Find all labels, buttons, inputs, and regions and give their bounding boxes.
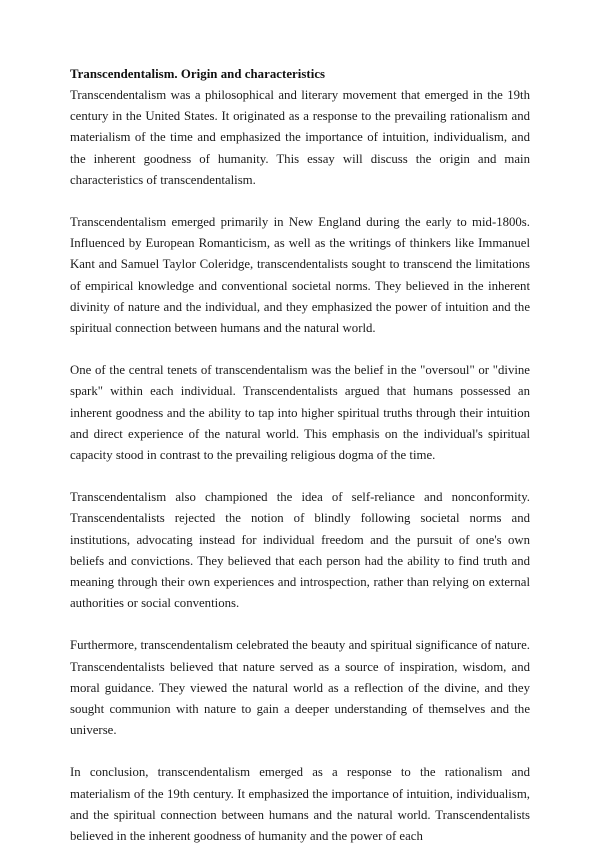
paragraph-conclusion: In conclusion, transcendentalism emerged as a response to the rationalism and materialism of the 19th century. It emphasized the importance of intuition, individualism, and the spiritual connection between humans and the natural world. Transcendentalists believed in the inherent goodness of humanity and the power of each bbox=[70, 765, 530, 844]
paragraph-nature: Furthermore, transcendentalism celebrated the beauty and spiritual significance of nature. Transcendentalists believed that nature served as a source of inspiration, wisdom, and moral guidance. They viewed the natural world as a reflection of the divine, and they sought communion with nature to gain a deeper understanding of themselves and the universe. bbox=[70, 638, 530, 738]
paragraph-self-reliance: Transcendentalism also championed the idea of self-reliance and nonconformity. Transcendentalists rejected the notion of blindly following societal norms and institutions, advocating instead for individual freedom and the pursuit of one's own beliefs and convictions. They believed that each person had the ability to find truth and meaning through their own experiences and introspection, rather than relying on external authorities or social conventions. bbox=[70, 490, 530, 611]
paragraph-intro: Transcendentalism was a philosophical and literary movement that emerged in the 19th century in the United States. It originated as a response to the prevailing rationalism and materialism of the time and emphasized the importance of intuition, individualism, and the inherent goodness of humanity. This essay will discuss the origin and main characteristics of transcendentalism. bbox=[70, 88, 530, 187]
paragraph-origins: Transcendentalism emerged primarily in New England during the early to mid-1800s. Influenced by European Romanticism, as well as the writings of thinkers like Immanuel Kant and Samuel Taylor Coleridge, transcendentalists sought to transcend the limitations of empirical knowledge and conventional societal norms. They believed in the inherent divinity of nature and the individual, and they emphasized the power of intuition and the spiritual connection between humans and the natural world. bbox=[70, 215, 530, 336]
page-title: Transcendentalism. Origin and characteristics bbox=[70, 67, 326, 81]
paragraph-oversoul: One of the central tenets of transcendentalism was the belief in the "oversoul" or "divine spark" within each individual. Transcendentalists argued that humans possessed an inherent goodness and the ability to tap into higher spiritual truths through their intuition and direct experience of the natural world. This emphasis on the individual's spiritual capacity stood in contrast to the prevailing religious dogma of the time. bbox=[70, 363, 530, 463]
document-text-column bbox=[70, 64, 530, 847]
